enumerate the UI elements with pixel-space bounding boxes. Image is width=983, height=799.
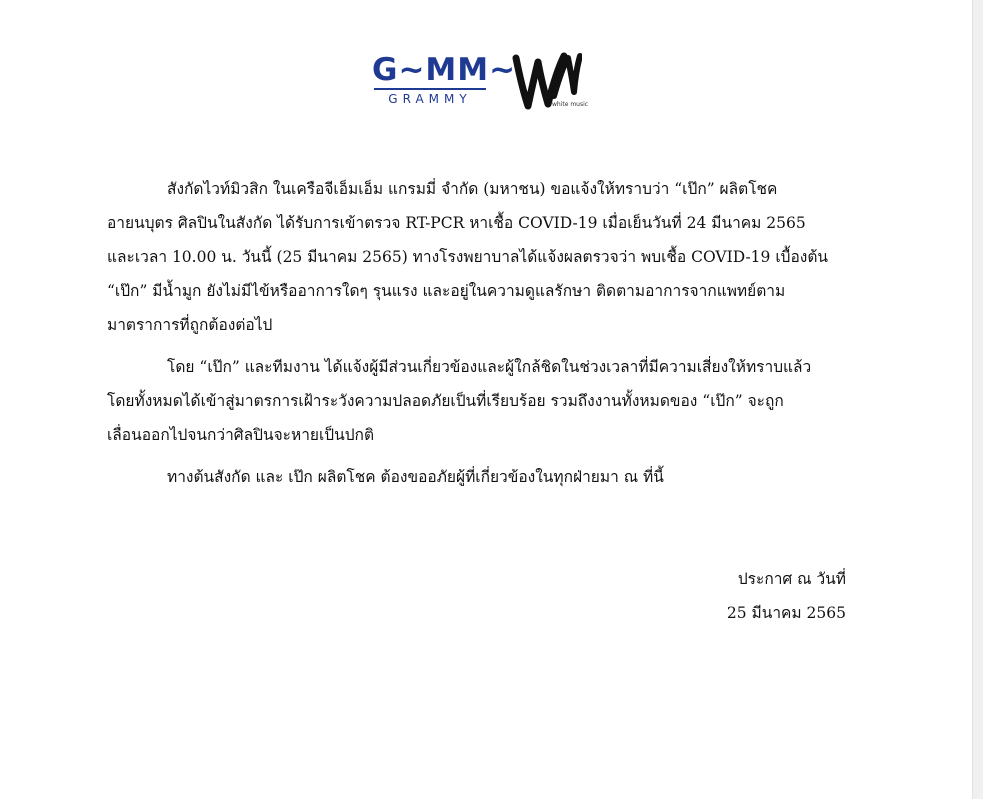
gmm-logo-text: G~MM~	[372, 52, 517, 88]
paragraph-line: อายนบุตร ศิลปินในสังกัด ได้รับการเข้าตรวจ RT-PCR หาเชื้อ COVID-19 เมื่อเย็นวันที่ 24 มีนาคม 2565	[107, 214, 806, 232]
grammy-logo-text: GRAMMY	[388, 92, 472, 106]
paragraph-3	[107, 460, 867, 494]
paragraph-line: โดย “เป๊ก” และทีมงาน ได้แจ้งผู้มีส่วนเกี่ยวข้องและผู้ใกล้ชิดในช่วงเวลาที่มีความเสี่ยงให้ทราบแล้ว	[167, 358, 812, 376]
paragraph-line: เลื่อนออกไปจนกว่าศิลปินจะหายเป็นปกติ	[107, 426, 375, 444]
paragraph-line: โดยทั้งหมดได้เข้าสู่มาตรการเฝ้าระวังความปลอดภัยเป็นที่เรียบร้อย รวมถึงงานทั้งหมดของ “เป๊ก” จะถูก	[107, 392, 784, 410]
announcement-date: 25 มีนาคม 2565	[726, 604, 846, 622]
paragraph-2	[107, 350, 867, 452]
paragraph-1	[107, 172, 867, 342]
signature-block	[646, 562, 846, 630]
paragraph-line: มาตราการที่ถูกต้องต่อไป	[107, 316, 273, 334]
paragraph-line: และเวลา 10.00 น. วันนี้ (25 มีนาคม 2565) ทางโรงพยาบาลได้แจ้งผลตรวจว่า พบเชื้อ COVID-19 เบื้องต้น	[107, 248, 829, 266]
paragraph-spacer	[107, 342, 867, 350]
paragraph-spacer	[107, 452, 867, 460]
paragraph-line: “เป๊ก” มีน้ำมูก ยังไม่มีไข้หรืออาการใดๆ รุนแรง และอยู่ในความดูแลรักษา ติดตามอาการจากแพทย์ตาม	[107, 282, 786, 300]
logo-header	[372, 46, 589, 116]
white-music-caption: white music	[552, 101, 589, 108]
gmm-logo-rule	[374, 88, 486, 90]
announcement-body	[107, 172, 867, 494]
paragraph-line: ทางต้นสังกัด และ เป๊ก ผลิตโชค ต้องขออภัยผู้ที่เกี่ยวข้องในทุกฝ่ายมา ณ ที่นี้	[167, 468, 664, 486]
vertical-scrollbar[interactable]	[972, 0, 983, 799]
gmm-grammy-logo	[372, 52, 517, 108]
paragraph-line: สังกัดไวท์มิวสิก ในเครือจีเอ็มเอ็ม แกรมมี่ จำกัด (มหาชน) ขอแจ้งให้ทราบว่า “เป๊ก” ผลิตโชค	[167, 180, 778, 198]
announcement-date-label: ประกาศ ณ วันที่	[737, 570, 846, 588]
